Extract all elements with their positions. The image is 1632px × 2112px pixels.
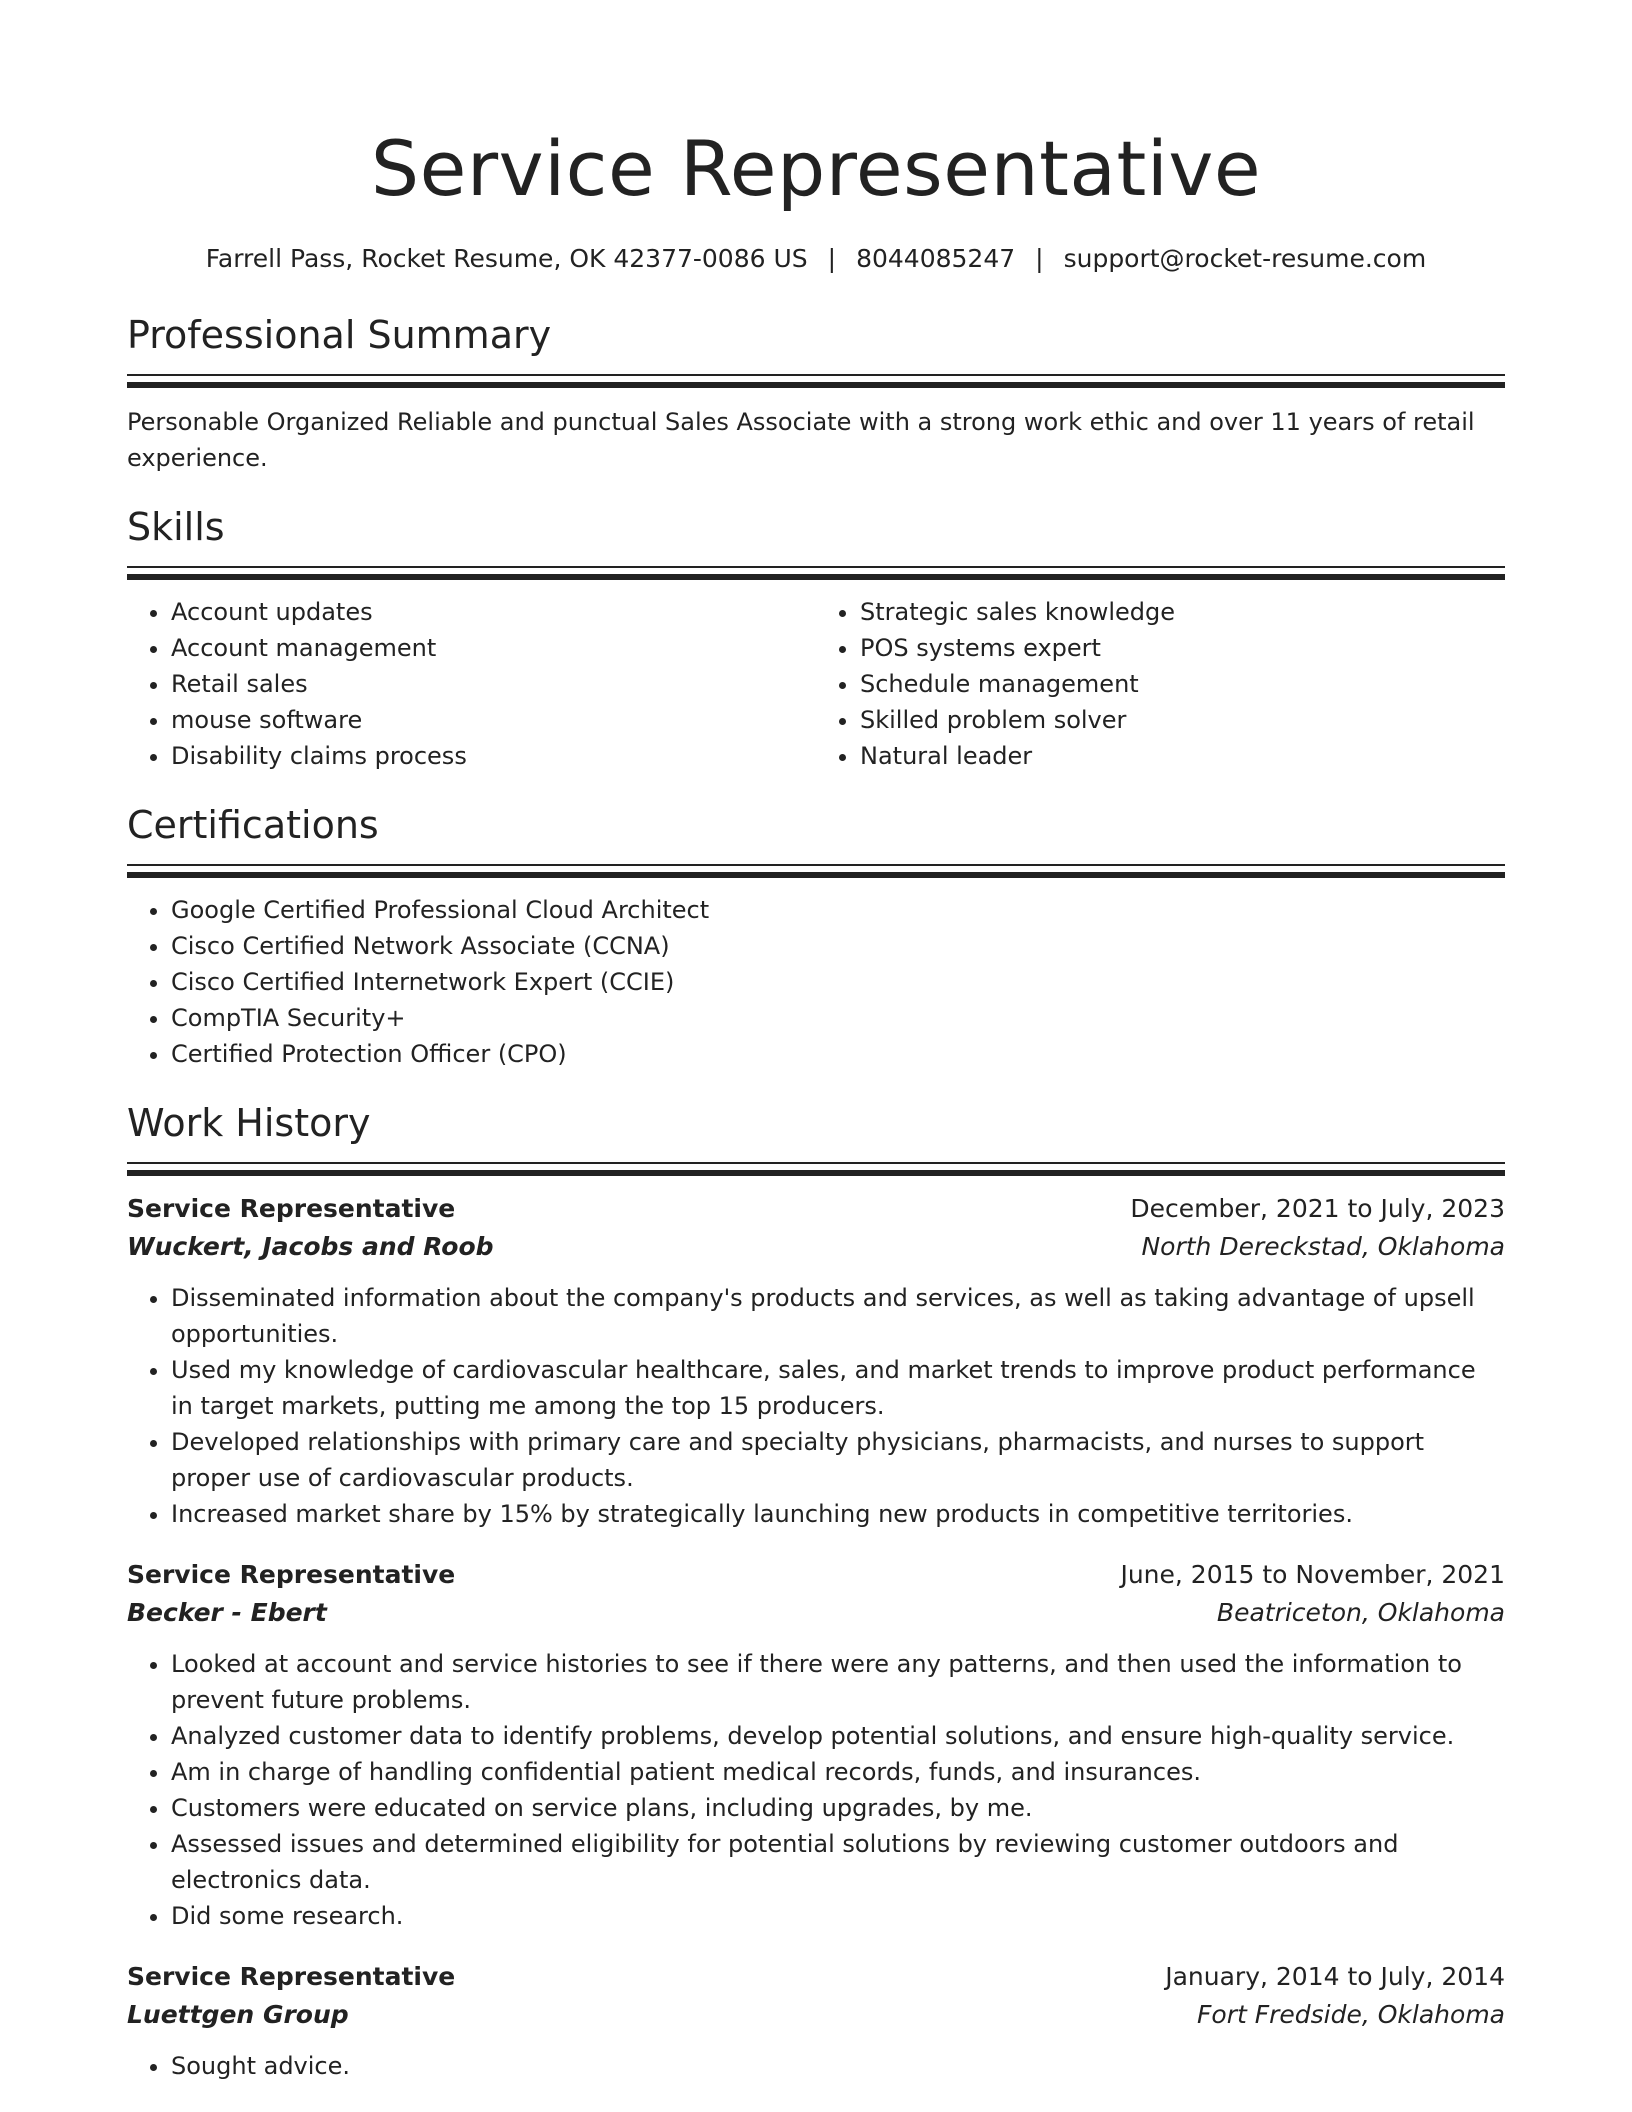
job-bullet: • Did some research. (171, 1898, 1505, 1934)
job-location: Beatriceton, Oklahoma (1216, 1598, 1505, 1627)
job-subheader-row (127, 1996, 1505, 2034)
job-bullets (127, 2048, 1505, 2084)
skill-item: • POS systems expert (860, 630, 1505, 666)
skill-item: • Account updates (171, 594, 816, 630)
job-bullet: • Disseminated information about the company's products and services, as well as taking advantage of upsell opportunities. (171, 1280, 1505, 1352)
job-subheader-row (127, 1594, 1505, 1632)
job-location: North Dereckstad, Oklahoma (1141, 1232, 1505, 1261)
certification-item: • CompTIA Security+ (171, 1000, 1505, 1036)
job-entry (127, 1958, 1505, 2084)
certifications-list (127, 892, 1505, 1072)
job-bullet: • Assessed issues and determined eligibility for potential solutions by reviewing customer outdoors and electronics data. (171, 1826, 1505, 1898)
job-bullet: • Used my knowledge of cardiovascular healthcare, sales, and market trends to improve product performance in target markets, putting me among the top 15 producers. (171, 1352, 1505, 1424)
job-bullet: • Am in charge of handling confidential patient medical records, funds, and insurances. (171, 1754, 1505, 1790)
skill-item: • mouse software (171, 702, 816, 738)
job-header-row (127, 1958, 1505, 1996)
job-dates: December, 2021 to July, 2023 (1130, 1194, 1505, 1223)
job-title: Service Representative (127, 1560, 456, 1589)
section-divider (127, 374, 1505, 388)
section-heading-skills: Skills (127, 505, 225, 549)
contact-separator: | (1035, 244, 1044, 273)
contact-line (127, 242, 1505, 276)
job-header-row (127, 1556, 1505, 1594)
skill-item: • Natural leader (860, 738, 1505, 774)
job-bullets (127, 1646, 1505, 1934)
work-history-section (127, 1098, 1505, 2084)
section-divider (127, 1162, 1505, 1176)
skills-section (127, 502, 1505, 774)
job-entry (127, 1556, 1505, 1934)
job-bullet: • Customers were educated on service plans, including upgrades, by me. (171, 1790, 1505, 1826)
job-header-row (127, 1190, 1505, 1228)
job-title: Service Representative (127, 1194, 456, 1223)
section-divider (127, 566, 1505, 580)
job-entry (127, 1190, 1505, 1532)
job-location: Fort Fredside, Oklahoma (1197, 2000, 1505, 2029)
skill-item: • Schedule management (860, 666, 1505, 702)
job-dates: June, 2015 to November, 2021 (1120, 1560, 1505, 1589)
skills-list-right (816, 594, 1505, 774)
skills-grid (127, 580, 1505, 774)
skills-list-left (127, 594, 816, 774)
certifications-section (127, 800, 1505, 1072)
section-heading-work-history: Work History (127, 1101, 371, 1145)
resume-title: Service Representative (370, 124, 1262, 213)
job-company: Becker - Ebert (127, 1598, 327, 1627)
certification-item: • Cisco Certified Network Associate (CCNA) (171, 928, 1505, 964)
job-title: Service Representative (127, 1962, 456, 1991)
job-bullets (127, 1280, 1505, 1532)
job-dates: January, 2014 to July, 2014 (1165, 1962, 1505, 1991)
job-subheader-row (127, 1228, 1505, 1266)
job-bullet: • Increased market share by 15% by strategically launching new products in competitive territories. (171, 1496, 1505, 1532)
contact-address: Farrell Pass, Rocket Resume, OK 42377-0086 US (205, 244, 808, 273)
job-bullet: • Analyzed customer data to identify problems, develop potential solutions, and ensure high-quality service. (171, 1718, 1505, 1754)
job-company: Wuckert, Jacobs and Roob (127, 1232, 494, 1261)
summary-text: Personable Organized Reliable and punctual Sales Associate with a strong work ethic and over 11 years of retail experience. (127, 408, 1475, 472)
skill-item: • Strategic sales knowledge (860, 594, 1505, 630)
skill-item: • Skilled problem solver (860, 702, 1505, 738)
contact-email: support@rocket-resume.com (1063, 244, 1427, 273)
job-company: Luettgen Group (127, 2000, 349, 2029)
certification-item: • Google Certified Professional Cloud Architect (171, 892, 1505, 928)
certification-item: • Cisco Certified Internetwork Expert (CCIE) (171, 964, 1505, 1000)
job-bullet: • Developed relationships with primary care and specialty physicians, pharmacists, and nurses to support proper use of cardiovascular products. (171, 1424, 1505, 1496)
skill-item: • Retail sales (171, 666, 816, 702)
certification-item: • Certified Protection Officer (CPO) (171, 1036, 1505, 1072)
section-divider (127, 864, 1505, 878)
contact-phone: 8044085247 (856, 244, 1016, 273)
section-heading-certifications: Certifications (127, 803, 379, 847)
section-heading-summary: Professional Summary (127, 313, 552, 357)
skill-item: • Account management (171, 630, 816, 666)
skill-item: • Disability claims process (171, 738, 816, 774)
job-bullet: • Looked at account and service histories to see if there were any patterns, and then used the information to prevent future problems. (171, 1646, 1505, 1718)
job-bullet: • Sought advice. (171, 2048, 1505, 2084)
contact-separator: | (827, 244, 837, 273)
summary-section (127, 310, 1505, 476)
